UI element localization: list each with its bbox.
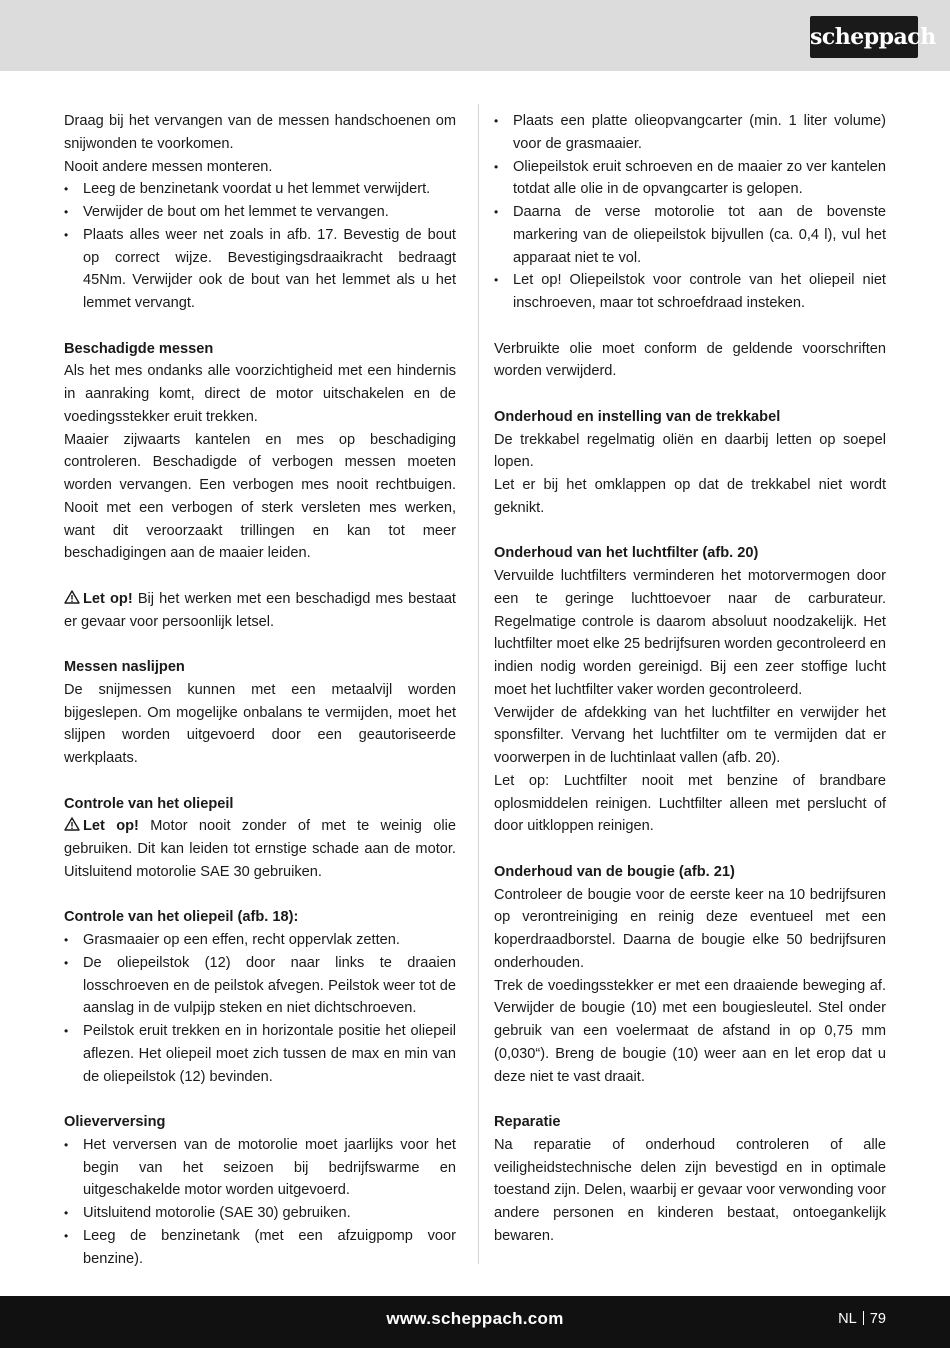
paragraph: Na reparatie of onderhoud controleren of alle veiligheidstechnische delen zijn bevestigd en in optimale toestand zijn. Delen, waarbij er gevaar voor verwonding voor andere personen en kinderen bestaat, ontoegankelijk bewaren.: [494, 1136, 886, 1244]
paragraph: Let er bij het omklappen op dat de trekkabel niet wordt geknikt.: [494, 477, 886, 516]
oil-change-steps-list: [494, 110, 886, 315]
section-title-repair: Reparatie: [494, 1114, 561, 1130]
page-number: 79: [869, 1311, 886, 1327]
warning-triangle-icon: [64, 817, 80, 831]
warning-label: Let op!: [83, 590, 133, 607]
oil-change-bullet-list: [64, 1134, 456, 1271]
paragraph: Trek de voedingsstekker er met een draaiende beweging af. Verwijder de bougie (10) met een bougiesleutel. Stel onder gebruik van een voelermaat de afstand in op 0,75 mm (0,030“). Breng de bougie (10) weer aan en let erop dat u deze niet te vast draait.: [494, 977, 886, 1085]
intro-line: Nooit andere messen monteren.: [64, 158, 273, 175]
list-item: • Het verversen van de motorolie moet jaarlijks voor het begin van het seizoen bij bedrijfswarme en uitgeschakelde motor worden uitgevoerd.: [64, 1134, 456, 1202]
section-title-pull-cable: Onderhoud en instelling van de trekkabel: [494, 408, 781, 425]
list-item: • Leeg de benzinetank voordat u het lemmet verwijdert.: [64, 178, 456, 201]
warning-paragraph: [64, 815, 456, 883]
warning-paragraph: [64, 588, 456, 634]
right-column: [494, 110, 886, 1248]
warning-label: Let op!: [83, 818, 139, 835]
intro-bullet-list: [64, 178, 456, 315]
footer-bar: [0, 1296, 950, 1348]
left-column: [64, 110, 456, 1270]
scheppach-logo: scheppach: [810, 16, 918, 58]
section-title-oil-check-fig18: Controle van het oliepeil (afb. 18):: [64, 909, 299, 926]
paragraph: Vervuilde luchtfilters verminderen het motorvermogen door een te geringe luchttoevoer naar de carburateur. Regelmatige controle is daarom absoluut noodzakelijk. Het luchtfilter moet elke 25 bedrijfsuren worden gecontroleerd en indien nodig worden gereinigd. Bij een zeer stoffige lucht moet het luchtfilter vaker worden gecontroleerd.: [494, 568, 886, 698]
list-item: • Plaats alles weer net zoals in afb. 17. Bevestig de bout op correct wijze. Bevestigingsdraaikracht bedraagt 45Nm. Verwijder ook de bout van het lemmet als u het lemmet vervangt.: [64, 224, 456, 315]
section-title-oil-change: Olieverversing: [64, 1114, 166, 1130]
warning-triangle-icon: [64, 590, 80, 604]
list-item: • Leeg de benzinetank (met een afzuigpomp voor benzine).: [64, 1225, 456, 1271]
separator: [863, 1311, 864, 1325]
paragraph: Verwijder de afdekking van het luchtfilter en verwijder het sponsfilter. Vervang het luchtfilter om te vermijden dat er voorwerpen in de luchtinlaat vallen (afb. 20).: [494, 704, 886, 766]
list-item: • Oliepeilstok eruit schroeven en de maaier zo ver kantelen totdat alle olie in de opvangcarter is gelopen.: [494, 156, 886, 202]
section-title-oil-check: Controle van het oliepeil: [64, 795, 234, 812]
paragraph: Verbruikte olie moet conform de geldende voorschriften worden verwijderd.: [494, 340, 886, 380]
list-item: • Peilstok eruit trekken en in horizontale positie het oliepeil aflezen. Het oliepeil moet zich tussen de max en min van de oliepeilstok (12) bevinden.: [64, 1020, 456, 1088]
list-item: • De oliepeilstok (12) door naar links te draaien losschroeven en de peilstok afvegen. Peilstok weer tot de aanslag in de vulpijp steken en niet dichtschroeven.: [64, 952, 456, 1020]
section-title-sharpening: Messen naslijpen: [64, 659, 185, 675]
list-item: • Uitsluitend motorolie (SAE 30) gebruiken.: [64, 1202, 456, 1225]
paragraph: Controleer de bougie voor de eerste keer na 10 bedrijfsuren op verontreiniging en reinig deze eventueel met een koperdraadborstel. Daarna de bougie elke 50 bedrijfsuren onderhouden.: [494, 886, 886, 971]
intro-line: Draag bij het vervangen van de messen handschoenen om snijwonden te voorkomen.: [64, 113, 456, 152]
list-item: • Verwijder de bout om het lemmet te vervangen.: [64, 201, 456, 224]
list-item: • Plaats een platte olieopvangcarter (min. 1 liter volume) voor de grasmaaier.: [494, 110, 886, 156]
paragraph: De trekkabel regelmatig oliën en daarbij letten op soepel lopen.: [494, 431, 886, 471]
language-code: NL: [838, 1311, 857, 1327]
warning-text: Motor nooit zonder of met te weinig olie gebruiken. Dit kan leiden tot ernstige schade aan de motor. Uitsluitend motorolie SAE 30 gebruiken.: [64, 818, 456, 880]
section-title-air-filter: Onderhoud van het luchtfilter (afb. 20): [494, 545, 759, 562]
paragraph: Als het mes ondanks alle voorzichtigheid met een hindernis in aanraking komt, direct de motor uitschakelen en de voedingsstekker eruit trekken.: [64, 363, 456, 425]
section-title-spark-plug: Onderhoud van de bougie (afb. 21): [494, 863, 735, 880]
paragraph: Let op: Luchtfilter nooit met benzine of brandbare oplosmiddelen reinigen. Luchtfilter alleen met perslucht of door uitkloppen reinigen.: [494, 772, 886, 835]
oil-check-bullet-list: [64, 929, 456, 1088]
paragraph: Maaier zijwaarts kantelen en mes op beschadiging controleren. Beschadigde of verbogen messen moeten worden vervangen. Een verbogen mes nooit rechtbuigen. Nooit met een verbogen of sterk versleten mes werken, want dit veroorzaakt trillingen en kan tot meer beschadigingen aan de maaier leiden.: [64, 431, 456, 562]
column-divider: [478, 104, 479, 1264]
warning-text: Bij het werken met een beschadigd mes bestaat er gevaar voor persoonlijk letsel.: [64, 590, 456, 630]
website-link[interactable]: www.scheppach.com: [386, 1309, 564, 1328]
header-band: [0, 0, 950, 71]
list-item: • Let op! Oliepeilstok voor controle van het oliepeil niet inschroeven, maar tot schroefdraad insteken.: [494, 269, 886, 315]
list-item: • Daarna de verse motorolie tot aan de bovenste markering van de oliepeilstok bijvullen (ca. 0,4 l), vul het apparaat niet te vol.: [494, 201, 886, 269]
page-indicator: [838, 1296, 886, 1342]
paragraph: De snijmessen kunnen met een metaalvijl worden bijgeslepen. Om mogelijke onbalans te vermijden, moet het slijpen worden uitgevoerd door een geautoriseerde werkplaats.: [64, 681, 456, 766]
section-title-damaged-blades: Beschadigde messen: [64, 340, 214, 357]
list-item: • Grasmaaier op een effen, recht oppervlak zetten.: [64, 929, 456, 952]
